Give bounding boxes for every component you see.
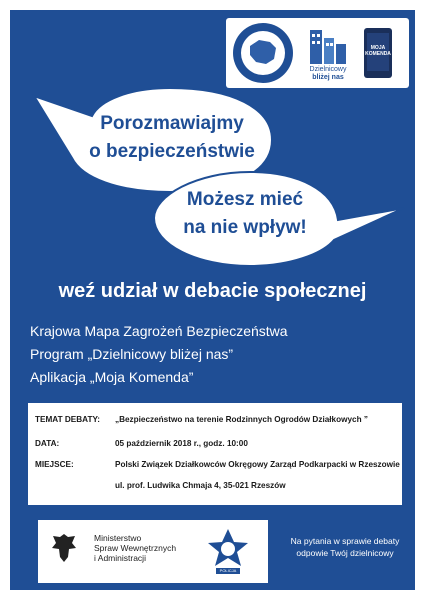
bubble-second-text: Możesz mieć na nie wpływ! [183, 189, 307, 238]
bubble-first-text: Porozmawiajmy o bezpieczeństwie [89, 113, 255, 162]
place-value-line1: Polski Związek Działkowców Okręgowy Zarząd Podkarpacki w Rzeszowie [115, 460, 400, 469]
ministry-name: Ministerstwo Spraw Wewnętrznych i Administracji [94, 533, 177, 563]
debate-details [28, 403, 402, 505]
place-value-line2: ul. prof. Ludwika Chmaja 4, 35-021 Rzeszów [115, 481, 286, 490]
program-item: Aplikacja „Moja Komenda” [30, 369, 194, 385]
place-label: MIEJSCE: [35, 460, 74, 469]
program-item: Krajowa Mapa Zagrożeń Bezpieczeństwa [30, 323, 288, 339]
topic-label: TEMAT DEBATY: [35, 415, 101, 424]
dzielnicowy-logo-text: Dzielnicowy bliżej nas [309, 66, 347, 81]
police-badge-text: POLICJA [219, 568, 237, 573]
headline: weź udział w debacie społecznej [58, 280, 367, 302]
program-list [30, 320, 288, 389]
topic-value: „Bezpieczeństwo na terenie Rodzinnych Ogrodów Działkowych ” [115, 415, 368, 424]
date-value: 05 październik 2018 r., godz. 10:00 [115, 439, 248, 448]
footer-logos [38, 520, 268, 583]
moja-komenda-logo-text: MOJA KOMENDA [365, 45, 391, 57]
eagle-emblem-icon [52, 534, 76, 562]
date-label: DATA: [35, 439, 60, 448]
program-item: Program „Dzielnicowy bliżej nas” [30, 346, 234, 362]
contact-note: Na pytania w sprawie debaty odpowie Twój dzielnicowy [290, 536, 400, 558]
